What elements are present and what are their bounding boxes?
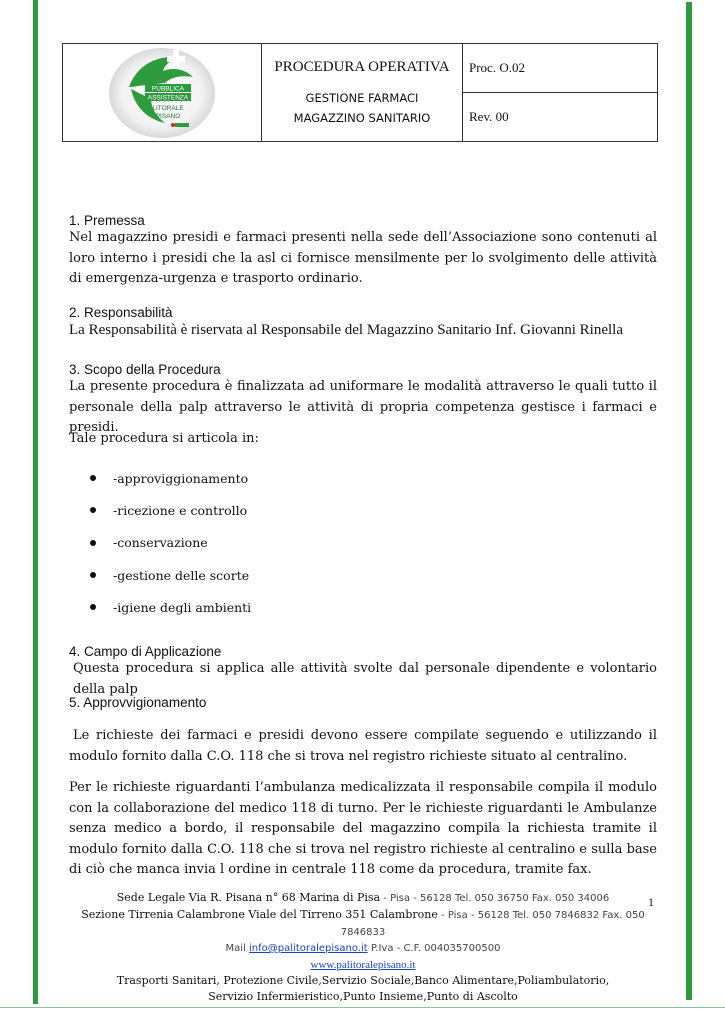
bullet-icon <box>90 507 96 513</box>
page-footer <box>69 890 657 1005</box>
section-campo <box>69 644 657 700</box>
email-link[interactable]: info@palitoralepisano.it <box>249 943 368 954</box>
section-paragraph-1: Le richieste dei farmaci e presidi devono essere compilate seguendo e utilizzando il modulo fornito dalla C.O. 118 che si trova nel registro richieste situato al centralino. <box>69 728 657 764</box>
footer-line-website <box>69 957 657 973</box>
bottom-rule <box>0 1007 725 1008</box>
section-title: 4. Campo di Applicazione <box>69 644 222 659</box>
bullet-icon <box>90 475 96 481</box>
section-text: Nel magazzino presidi e farmaci presenti nella sede dell’Associazione sono contenuti al loro interno i presidi che la asl ci fornisce mensilmente per lo svolgimento delle attività di emergenza-urgenza e trasporto ordinario. <box>69 230 657 286</box>
logo-cell <box>63 44 262 142</box>
page-number: 1 <box>648 895 654 909</box>
list-item: -conservazione <box>90 527 251 559</box>
list-item: -ricezione e controllo <box>90 494 251 526</box>
section-title: 5. Approvvigionamento <box>69 695 207 710</box>
section-premessa <box>69 213 657 290</box>
section-paragraph-2: Per le richieste riguardanti l’ambulanza medicalizzata il responsabile compila il modulo con la collaborazione del medico 118 di turno. Per le richieste riguardanti le Ambulanze senza medico a bordo, il responsabile del magazzino compila la richiesta tramite il modulo fornito dalla C.O. 118 che si trova nel registro richieste al centralino e sulla base di ciò che manca invia l ordine in centrale 118 come da procedura, tramite fax. <box>69 780 657 877</box>
title-cell <box>262 44 463 142</box>
section-responsabilita <box>69 305 657 340</box>
rev-code: Rev. 00 <box>463 93 658 142</box>
association-logo <box>107 47 217 139</box>
section-text: La presente procedura è finalizzata ad uniformare le modalità attraverso le quali tutto il personale della palp attraverso le attività di propria competenza gestisce i farmaci e presidi. <box>69 379 657 435</box>
header-table <box>62 43 658 142</box>
list-item: -gestione delle scorte <box>90 559 251 591</box>
bullet-icon <box>90 604 96 610</box>
footer-line-sede: Sede Legale Via R. Pisana n° 68 Marina di Pisa - Pisa - 56128 Tel. 050 36750 Fax. 050 34006 <box>116 891 610 904</box>
list-item: -approviggionamento <box>90 462 251 494</box>
right-green-border <box>686 2 692 1000</box>
logo-text-4: PISANO <box>155 112 181 120</box>
procedure-subtitle-1: GESTIONE FARMACI <box>305 91 419 105</box>
section-scopo <box>69 362 657 439</box>
footer-services-2: Servizio Infermieristico,Punto Insieme,Punto di Ascolto <box>208 990 518 1003</box>
procedure-title: PROCEDURA OPERATIVA <box>274 59 450 75</box>
logo-text-1: PUBBLICA <box>151 85 185 92</box>
section-text: Questa procedura si applica alle attività svolte dal personale dipendente e volontario della palp <box>73 661 657 697</box>
section-title: 2. Responsabilità <box>69 305 173 320</box>
website-link[interactable]: www.palitoralepisano.it <box>310 959 416 971</box>
footer-line-mail: Mail info@palitoralepisano.it P.Iva - C.F. 004035700500 <box>225 943 501 954</box>
footer-line-sezione: Sezione Tirrenia Calambrone Viale del Tirreno 351 Calambrone - Pisa - 56128 Tel. 050 7846832 Fax. 050 7846833 <box>81 908 645 938</box>
bullet-icon <box>90 540 96 546</box>
logo-text-3: LITORALE <box>152 104 184 112</box>
section-title: 1. Premessa <box>69 213 145 228</box>
footer-services-1: Trasporti Sanitari, Protezione Civile,Servizio Sociale,Banco Alimentare,Poliambulatorio, <box>116 974 610 987</box>
section-title: 3. Scopo della Procedura <box>69 362 221 377</box>
section-approvvigionamento <box>69 695 657 710</box>
left-green-border <box>33 0 38 1004</box>
list-item: -igiene degli ambienti <box>90 591 251 623</box>
section-text: La Responsabilità è riservata al Responsabile del Magazzino Sanitario Inf. Giovanni Rinella <box>69 322 624 338</box>
list-intro: Tale procedura si articola in: <box>69 431 259 446</box>
procedure-subtitle-2: MAGAZZINO SANITARIO <box>293 111 431 125</box>
bullet-icon <box>90 572 96 578</box>
procedure-steps-list <box>90 462 251 623</box>
proc-code: Proc. O.02 <box>463 44 658 93</box>
logo-text-2: ASSISTENZA <box>147 94 189 101</box>
